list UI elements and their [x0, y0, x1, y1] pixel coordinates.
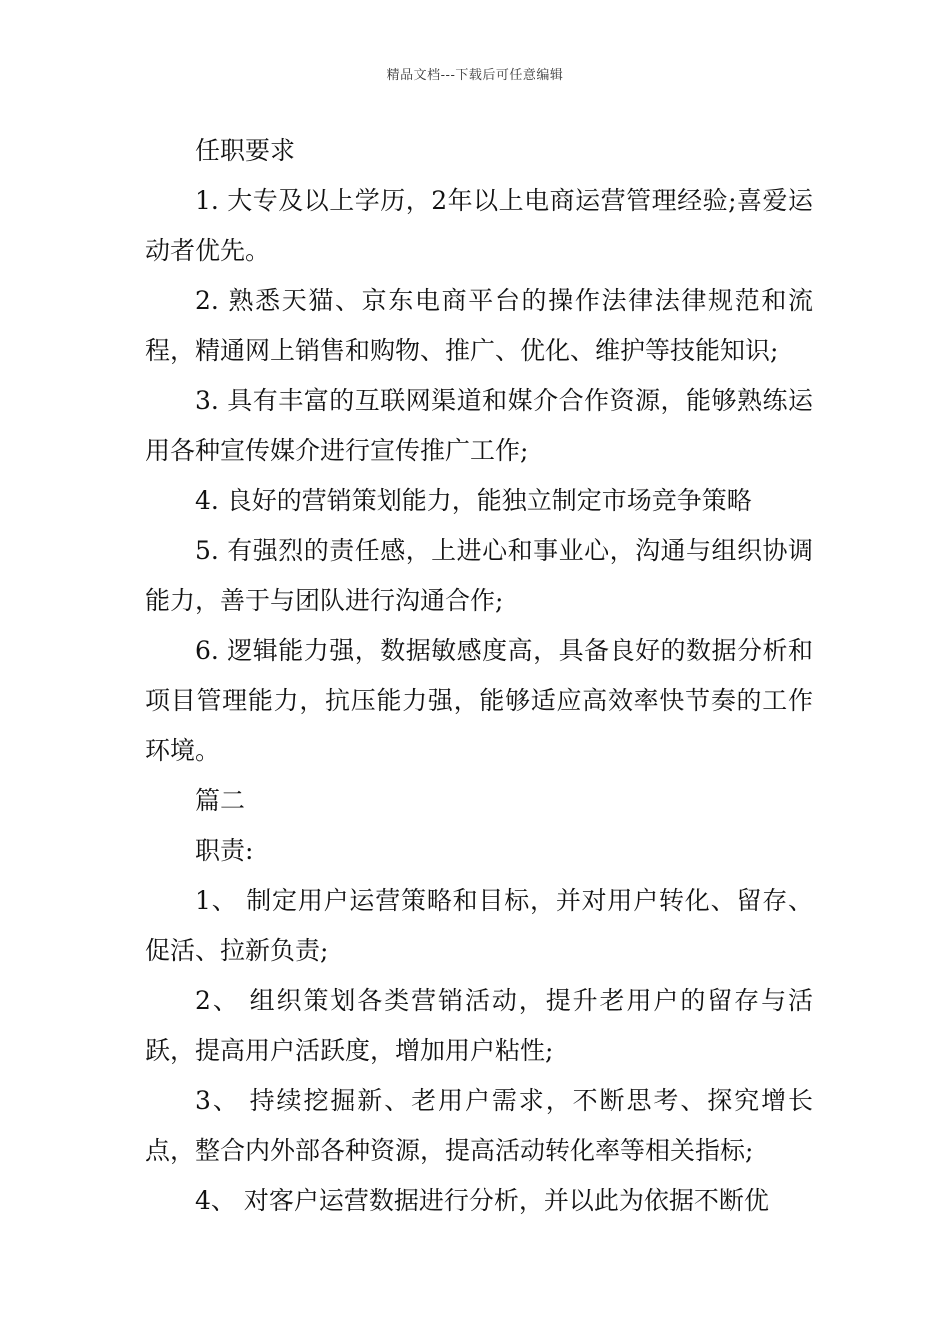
duty-item-2: 2、 组织策划各类营销活动，提升老用户的留存与活跃，提高用户活跃度，增加用户粘性; [145, 986, 813, 1065]
requirement-item-1: 1. 大专及以上学历，2年以上电商运营管理经验;喜爱运动者优先。 [145, 186, 813, 265]
section-heading-requirements: 任职要求 [195, 136, 296, 165]
requirement-item-2: 2. 熟悉天猫、京东电商平台的操作法律法律规范和流程，精通网上销售和购物、推广、优化、维护等技能知识; [145, 286, 813, 365]
requirement-item-5: 5. 有强烈的责任感，上进心和事业心，沟通与组织协调能力，善于与团队进行沟通合作; [145, 536, 813, 615]
section-heading-part-two: 篇二 [195, 786, 246, 815]
page-header: 精品文档---下载后可任意编辑 [386, 68, 564, 83]
requirement-item-4: 4. 良好的营销策划能力，能独立制定市场竞争策略 [195, 486, 752, 515]
document-body [145, 126, 813, 1226]
duty-item-1: 1、 制定用户运营策略和目标，并对用户转化、留存、促活、拉新负责; [145, 886, 813, 965]
duty-item-4: 4、 对客户运营数据进行分析，并以此为依据不断优 [195, 1186, 769, 1215]
section-heading-duties: 职责: [195, 836, 254, 865]
requirement-item-6: 6. 逻辑能力强，数据敏感度高，具备良好的数据分析和项目管理能力，抗压能力强，能够适应高效率快节奏的工作环境。 [145, 636, 813, 765]
duty-item-3: 3、 持续挖掘新、老用户需求，不断思考、探究增长点，整合内外部各种资源，提高活动转化率等相关指标; [145, 1086, 813, 1165]
requirement-item-3: 3. 具有丰富的互联网渠道和媒介合作资源，能够熟练运用各种宣传媒介进行宣传推广工作; [145, 386, 813, 465]
